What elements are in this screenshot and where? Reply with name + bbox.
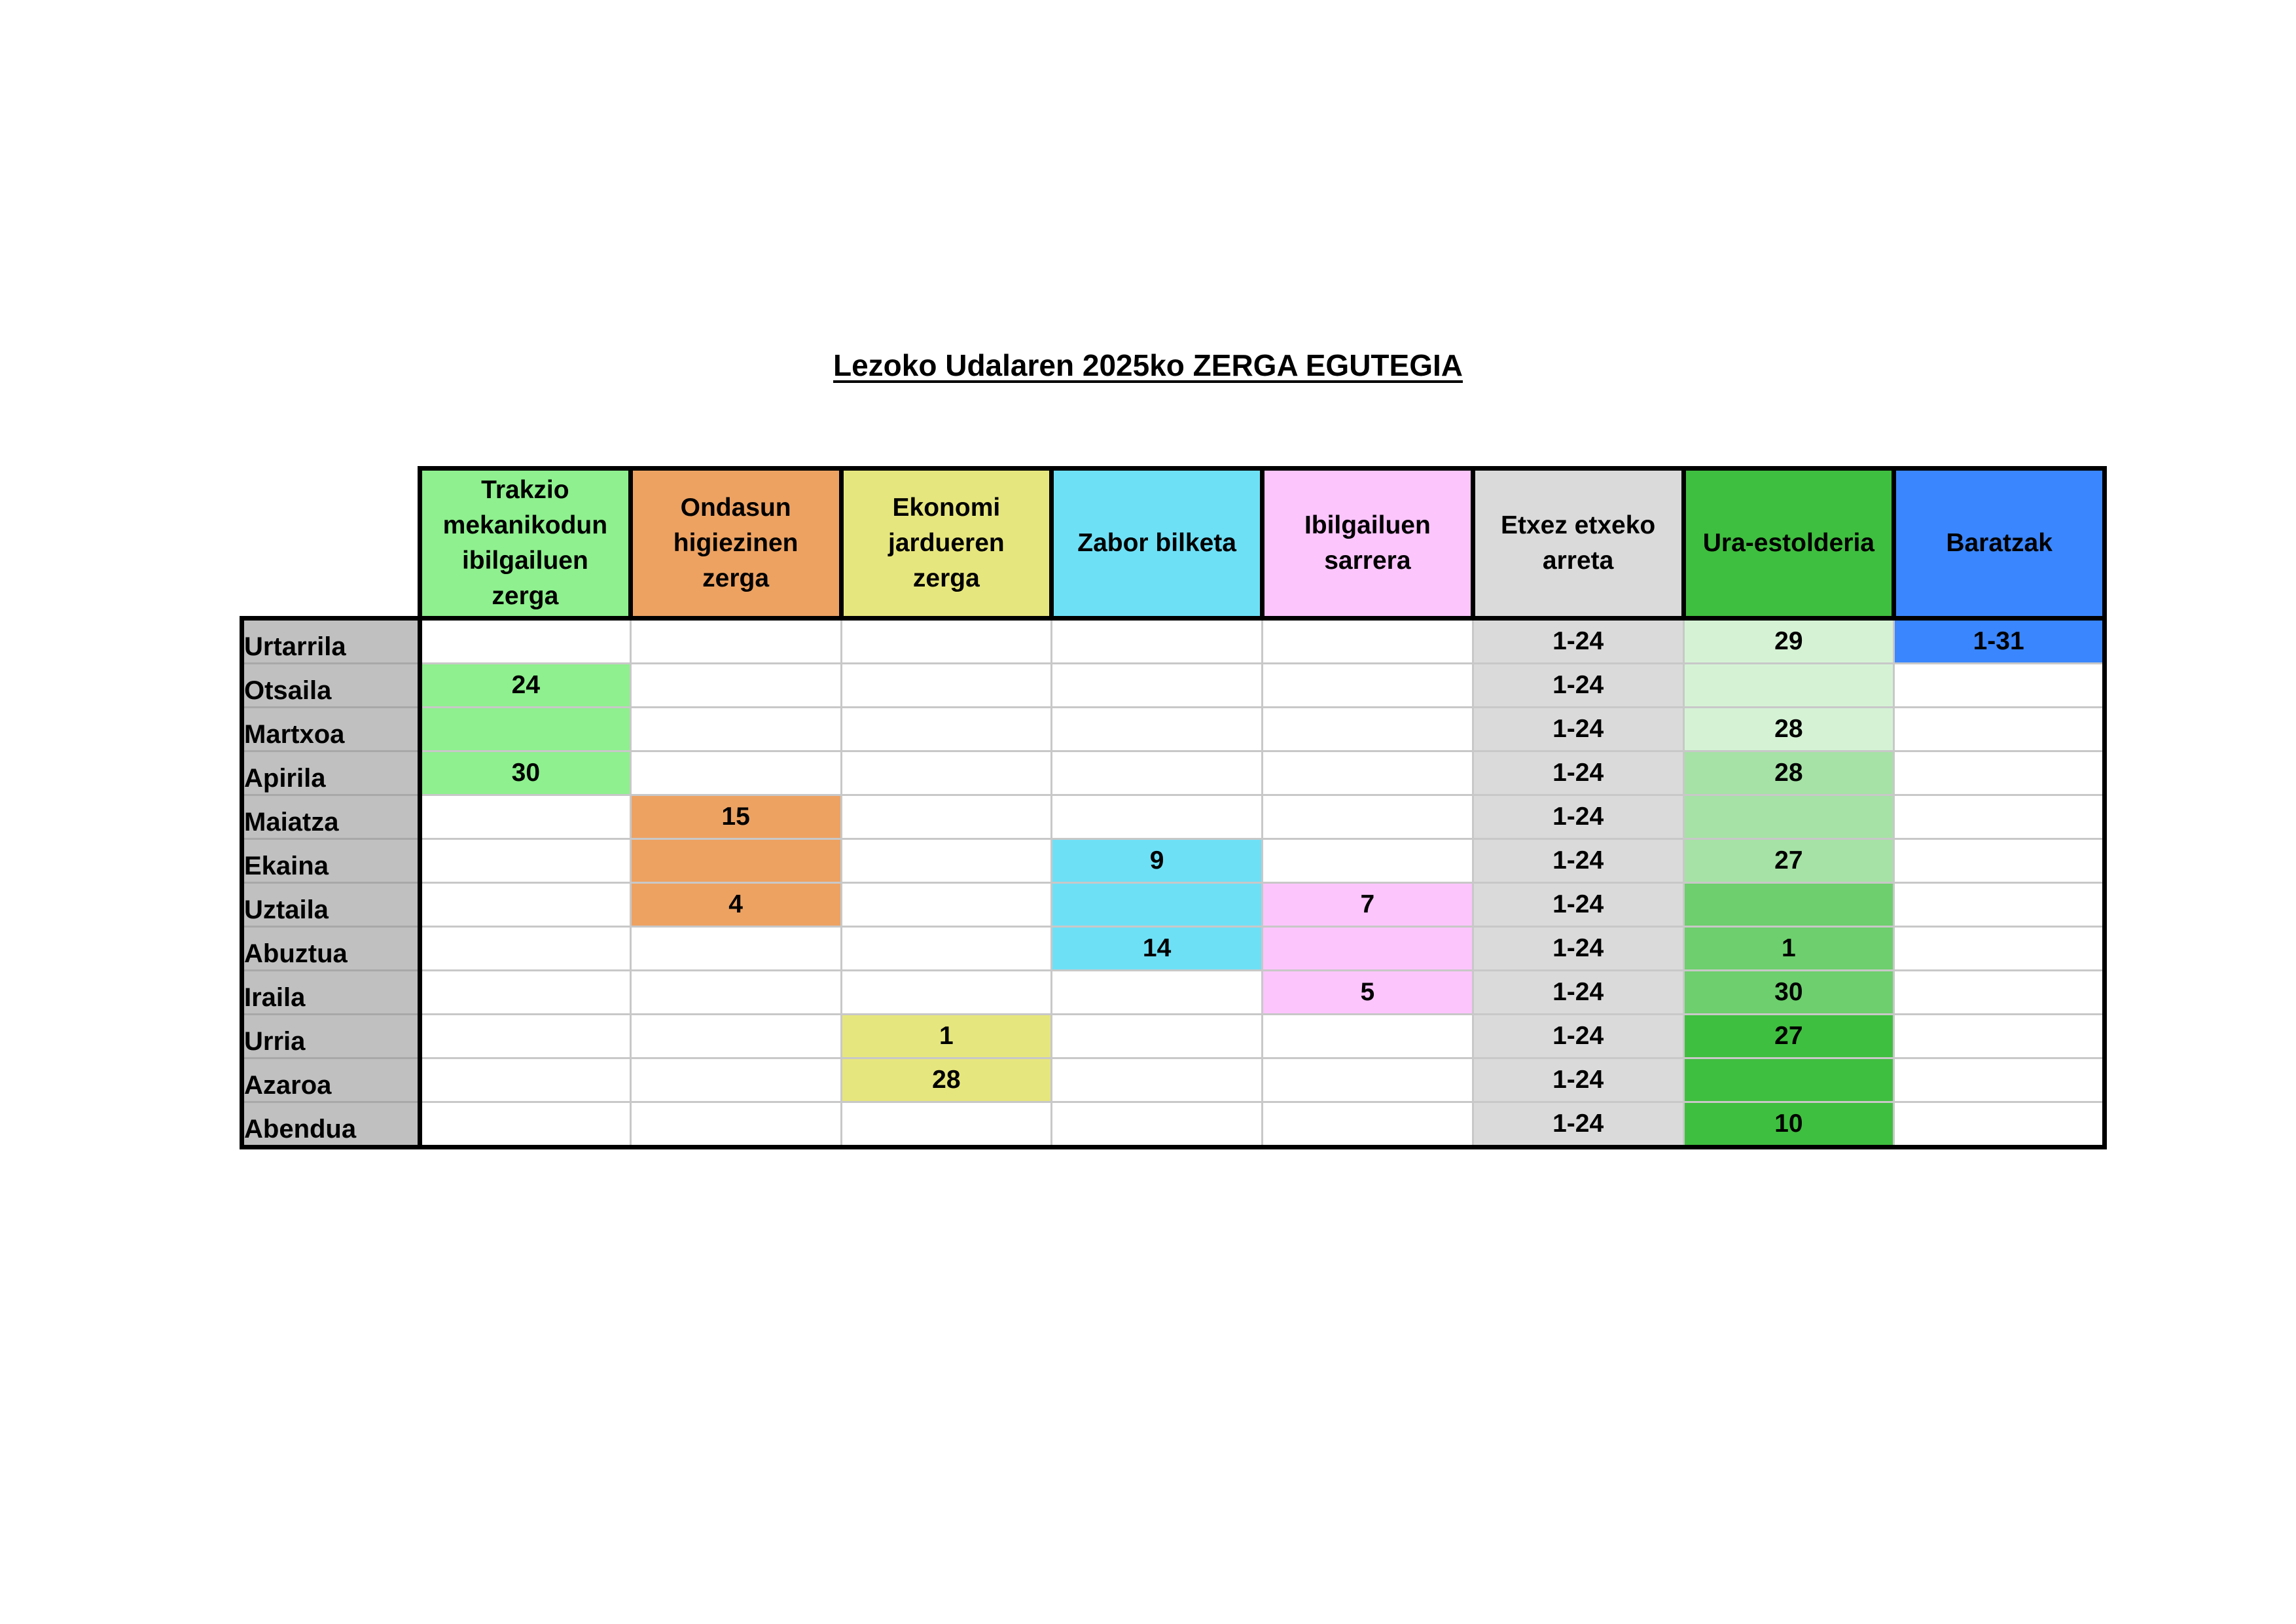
table-cell (630, 971, 841, 1015)
table-cell (630, 619, 841, 664)
month-label: Otsaila (242, 664, 420, 708)
table-cell: 27 (1683, 839, 1894, 883)
table-cell: 30 (420, 751, 631, 795)
table-cell: 5 (1263, 971, 1473, 1015)
table-cell (841, 795, 1052, 839)
table-cell (1683, 883, 1894, 927)
table-cell: 24 (420, 664, 631, 708)
column-header: Zabor bilketa (1052, 469, 1263, 619)
table-cell (1052, 1102, 1263, 1147)
table-row (242, 1015, 2105, 1058)
table-row (242, 1102, 2105, 1147)
table-cell (630, 1102, 841, 1147)
table-row (242, 751, 2105, 795)
table-cell: 29 (1683, 619, 1894, 664)
table-cell (1052, 619, 1263, 664)
table-cell (630, 1015, 841, 1058)
corner-cell (242, 469, 420, 619)
table-cell: 4 (630, 883, 841, 927)
table-cell: 1-24 (1473, 708, 1683, 751)
month-label: Abendua (242, 1102, 420, 1147)
table-cell (420, 883, 631, 927)
table-cell (841, 839, 1052, 883)
table-cell (841, 971, 1052, 1015)
table-cell (630, 664, 841, 708)
table-cell: 1 (841, 1015, 1052, 1058)
table-cell (1052, 751, 1263, 795)
table-cell: 1-24 (1473, 883, 1683, 927)
month-label: Iraila (242, 971, 420, 1015)
table-row (242, 619, 2105, 664)
month-label: Ekaina (242, 839, 420, 883)
table-cell (1894, 839, 2105, 883)
table-cell (841, 619, 1052, 664)
table-cell (841, 751, 1052, 795)
column-header: Etxez etxeko arreta (1473, 469, 1683, 619)
table-cell (1263, 664, 1473, 708)
table-cell: 1 (1683, 927, 1894, 971)
table-cell (1894, 795, 2105, 839)
table-cell (841, 708, 1052, 751)
table-row (242, 883, 2105, 927)
table-cell: 1-31 (1894, 619, 2105, 664)
page-title (0, 346, 2296, 385)
table-cell (1894, 751, 2105, 795)
table-cell (1263, 619, 1473, 664)
month-label: Apirila (242, 751, 420, 795)
table-cell (1894, 1058, 2105, 1102)
month-label: Urria (242, 1015, 420, 1058)
table-cell (1263, 1102, 1473, 1147)
table-cell: 14 (1052, 927, 1263, 971)
column-header: Ura-estolderia (1683, 469, 1894, 619)
table-row (242, 927, 2105, 971)
month-label: Martxoa (242, 708, 420, 751)
tax-calendar-table (240, 466, 2107, 1149)
table-cell (630, 927, 841, 971)
table-cell: 1-24 (1473, 795, 1683, 839)
table-cell (1894, 664, 2105, 708)
table-cell (1052, 664, 1263, 708)
table-row (242, 1058, 2105, 1102)
column-header: Ekonomi jardueren zerga (841, 469, 1052, 619)
table-cell (1683, 664, 1894, 708)
table-row (242, 708, 2105, 751)
table-cell (630, 1058, 841, 1102)
month-label: Abuztua (242, 927, 420, 971)
table-cell (1263, 795, 1473, 839)
table-cell: 9 (1052, 839, 1263, 883)
column-header: Trakzio mekanikodun ibilgailuen zerga (420, 469, 631, 619)
table-cell (420, 839, 631, 883)
table-cell: 1-24 (1473, 664, 1683, 708)
table-cell: 15 (630, 795, 841, 839)
month-label: Urtarrila (242, 619, 420, 664)
table-cell (1263, 1058, 1473, 1102)
column-header: Baratzak (1894, 469, 2105, 619)
table-row (242, 971, 2105, 1015)
table-cell (1052, 795, 1263, 839)
column-header: Ibilgailuen sarrera (1263, 469, 1473, 619)
table-cell (420, 1102, 631, 1147)
table-cell: 10 (1683, 1102, 1894, 1147)
table-cell: 30 (1683, 971, 1894, 1015)
table-body (242, 619, 2105, 1147)
table-cell (420, 927, 631, 971)
table-row (242, 664, 2105, 708)
column-header: Ondasun higiezinen zerga (630, 469, 841, 619)
table-cell: 7 (1263, 883, 1473, 927)
table-cell (841, 927, 1052, 971)
table-cell (1052, 883, 1263, 927)
table-cell: 1-24 (1473, 1015, 1683, 1058)
table-cell (1894, 971, 2105, 1015)
table-cell (420, 619, 631, 664)
page-title-text: Lezoko Udalaren 2025ko ZERGA EGUTEGIA (833, 348, 1463, 382)
table-cell (1052, 971, 1263, 1015)
table-cell (1894, 883, 2105, 927)
table-cell: 1-24 (1473, 971, 1683, 1015)
table-cell (420, 708, 631, 751)
table-cell (420, 795, 631, 839)
table-cell (1263, 708, 1473, 751)
table-cell (1683, 795, 1894, 839)
table-cell (1683, 1058, 1894, 1102)
table-cell (1052, 1015, 1263, 1058)
table-row (242, 839, 2105, 883)
table-cell: 1-24 (1473, 1058, 1683, 1102)
table-cell: 1-24 (1473, 751, 1683, 795)
table-cell (420, 1058, 631, 1102)
month-label: Maiatza (242, 795, 420, 839)
table-cell (841, 883, 1052, 927)
table-cell: 1-24 (1473, 927, 1683, 971)
table-cell (630, 708, 841, 751)
month-label: Uztaila (242, 883, 420, 927)
table-cell (1052, 1058, 1263, 1102)
month-label: Azaroa (242, 1058, 420, 1102)
table-row (242, 795, 2105, 839)
table-cell (1263, 1015, 1473, 1058)
header-row (242, 469, 2105, 619)
table-cell (1894, 1015, 2105, 1058)
table-cell (630, 751, 841, 795)
table-cell (1894, 1102, 2105, 1147)
table-cell: 1-24 (1473, 839, 1683, 883)
table-cell (841, 664, 1052, 708)
table-cell (1263, 751, 1473, 795)
table-cell (420, 971, 631, 1015)
table-cell (1263, 927, 1473, 971)
table-cell: 1-24 (1473, 619, 1683, 664)
table-cell: 28 (841, 1058, 1052, 1102)
table-cell: 28 (1683, 751, 1894, 795)
table-cell (1894, 927, 2105, 971)
table-cell: 1-24 (1473, 1102, 1683, 1147)
table-cell (1263, 839, 1473, 883)
table-cell: 28 (1683, 708, 1894, 751)
table-cell: 27 (1683, 1015, 1894, 1058)
table-cell (1052, 708, 1263, 751)
table-cell (630, 839, 841, 883)
table-cell (841, 1102, 1052, 1147)
table-cell (1894, 708, 2105, 751)
table-cell (420, 1015, 631, 1058)
